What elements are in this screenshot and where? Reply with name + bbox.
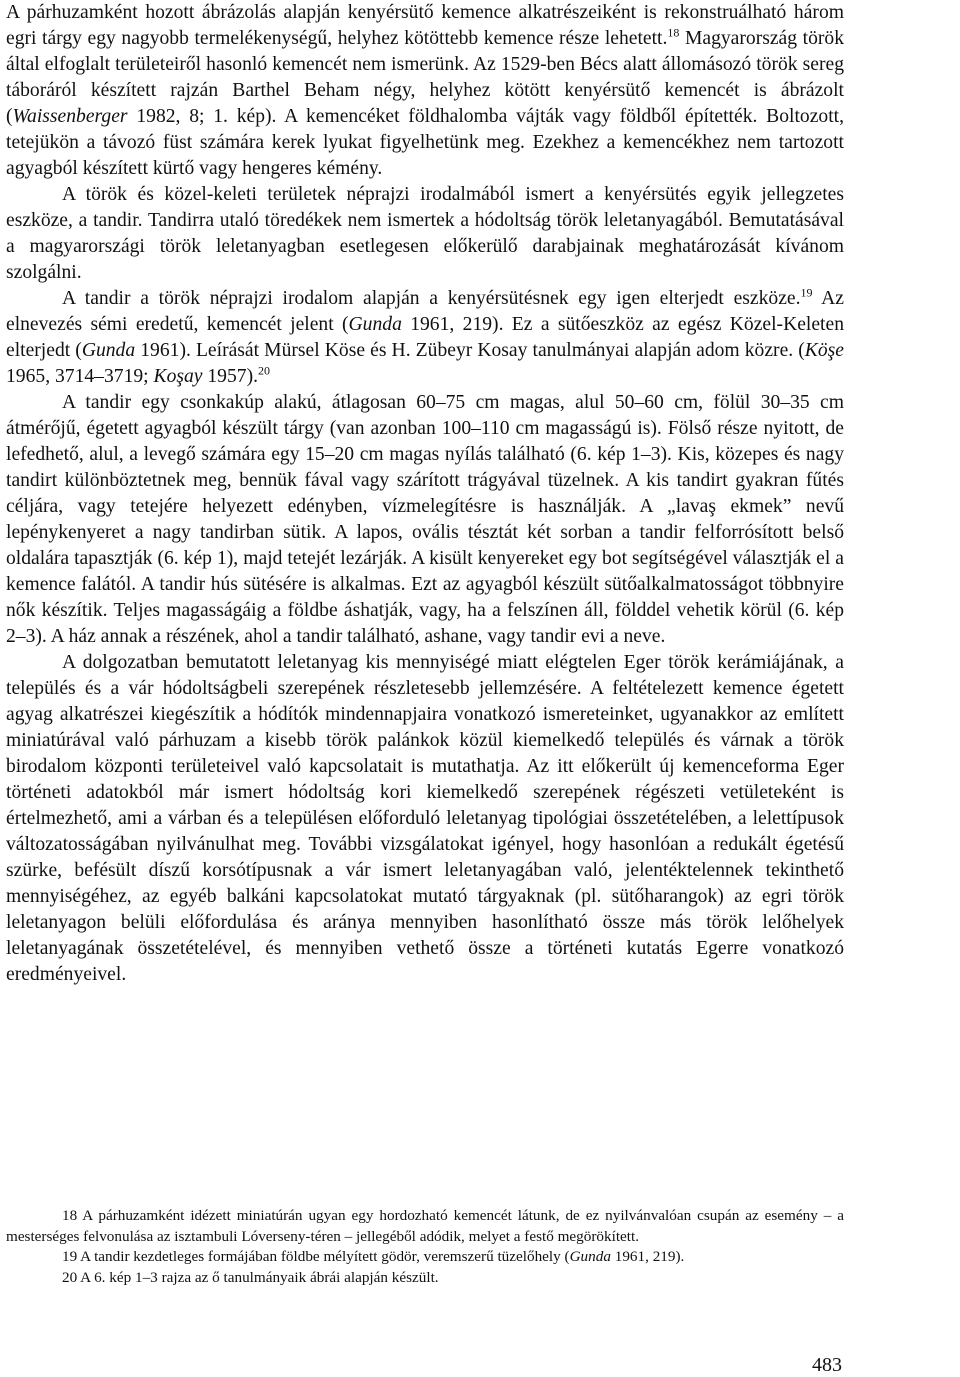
citation-author: Köşe	[804, 340, 844, 361]
citation-author: Waissenberger	[12, 106, 128, 127]
paragraph	[6, 0, 844, 182]
text-run: Az elnevezés sémi eredetű, kemencét jelent (	[6, 288, 844, 335]
citation-author: Gunda	[569, 1248, 611, 1266]
text-run: A párhuzamként hozott ábrázolás alapján kenyérsütő kemence alkatrészeiként is rekonstruálható három egri tárgy egy nagyobb termelékenységű, helyhez kötöttebb kemence része lehetett.	[6, 2, 844, 49]
text-run: A tandir egy csonkakúp alakú, átlagosan 60–75 cm magas, alul 50–60 cm, fölül 30–35 cm átmérőjű, égetett agyagból készült tárgy (van azonban 100–110 cm magasságú is). Fölső része nyitott, de lefedhető, alul, a levegő számára egy 15–20 cm magas nyílás található (6. kép 1–3). Kis, közepes és nagy tandirt különböztetnek meg, bennük fával vagy szárított trágyával tüzelnek. A kis tandirt gyakran fűtés céljára, vagy tetejére helyezett edényben, vízmelegítésre is használják. A „lavaş ekmek” nevű lepénykenyeret a nagy tandirban sütik. A lapos, ovális tésztát két sorban a tandir felforrósított belső oldalára tapasztják (6. kép 1), majd tetejét lezárják. A kisült kenyereket egy bot segítségével választják el a kemence falától. A tandir hús sütésére is alkalmas. Ezt az agyagból készült sütőalkalmatosságot többnyire nők készítik. Teljes magasságáig a földbe áshatják, vagy, ha a felszínen áll, földdel vehetik körül (6. kép 2–3). A ház annak a részének, ahol a tandir található, ashane, vagy tandir evi a neve.	[6, 392, 844, 647]
text-run: 1957).	[202, 366, 258, 387]
text-run: 1961, 219). Ez a sütőeszköz az egész Közel-Keleten elterjedt (	[6, 314, 844, 361]
text-run: Magyarország török által elfoglalt területeiről hasonló kemencét nem ismerünk. Az 1529-ben Bécs alatt állomásozó török sereg táboráról készített rajzán Barthel Beham négy, helyhez kötött kenyérsütő kemencét is ábrázolt (	[6, 28, 844, 127]
text-run: 1965, 3714–3719;	[6, 366, 154, 387]
paragraph	[6, 286, 844, 390]
text-run: 1961, 219).	[610, 1248, 685, 1266]
footnotes	[6, 1206, 844, 1288]
text-run: A tandir a török néprajzi irodalom alapján a kenyérsütésnek egy igen elterjedt eszköze.	[62, 288, 801, 309]
footnote	[6, 1206, 844, 1247]
footnote-ref: 19	[800, 285, 813, 300]
text-run: 19 A tandir kezdetleges formájában földbe mélyített gödör, veremszerű tüzelőhely (	[62, 1248, 570, 1266]
footnote	[6, 1268, 844, 1289]
citation-author: Koşay	[153, 366, 203, 387]
text-run: 1961). Leírását Mürsel Köse és H. Zübeyr Kosay tanulmányai alapján adom közre. (	[135, 340, 805, 361]
citation-author: Gunda	[81, 340, 136, 361]
text-run: 18 A párhuzamként idézett miniatúrán ugyan egy hordozható kemencét látunk, de ez nyilvánvalóan csupán az esemény – a mesterséges felvonulása az isztambuli Lóverseny-téren – jellegéből adódik, melyet a festő megörökített.	[6, 1207, 844, 1245]
body-text	[6, 0, 844, 988]
text-run: A török és közel-keleti területek néprajzi irodalmából ismert a kenyérsütés egyik jellegzetes eszköze, a tandir. Tandirra utaló töredékek nem ismertek a hódoltság török leletanyagából. Bemutatásával a magyarországi török leletanyagban esetlegesen előkerülő darabjainak meghatározását kívánom szolgálni.	[6, 184, 844, 283]
paragraph	[6, 182, 844, 286]
footnote-ref: 20	[258, 363, 270, 378]
footnote	[6, 1247, 844, 1268]
page-number: 483	[812, 1354, 842, 1376]
footnote-ref: 18	[667, 25, 680, 40]
paragraph	[6, 650, 844, 988]
text-run: A dolgozatban bemutatott leletanyag kis mennyiségé miatt elégtelen Eger török kerámiájának, a település és a vár hódoltságbeli szerepének részletesebb jellemzésére. A feltételezett kemence égetett agyag alkatrészei kiegészítik a hódítók mindennapjaira vonatkozó ismereteinket, ugyanakkor az említett miniatúrával való párhuzam a kisebb török palánkok közül kiemelkedő település és várnak a török birodalom központi területeivel való kapcsolatait is mutathatja. Az itt előkerült új kemenceforma Eger történeti adatokból már ismert hódoltság kori kiemelkedő szerepének régészeti vetületeként is értelmezhető, ami a várban és a településen előforduló leletanyag tipológiai összetételében, a lelettípusok változatosságában nyilvánulhat meg. További vizsgálatokat igényel, hogy hasonlóan a redukált égetésű szürke, befésült díszű korsótípusnak a vár ismert leletanyagában való, jelentéktelennek tekinthető mennyiségéhez, az egyéb balkáni kapcsolatokat mutató tárgyaknak (pl. sütőharangok) az egri török leletanyagon belüli előfordulása és aránya mennyiben hasonlítható össze más török lelőhelyek leletanyagának összetételével, és mennyiben vethető össze a történeti kutatás Egerre vonatkozó eredményeivel.	[6, 652, 844, 985]
paragraph	[6, 390, 844, 650]
text-run: 1982, 8; 1. kép). A kemencéket földhalomba vájták vagy földből építették. Boltozott, tetejükön a távozó füst számára kerek lyukat figyelhetünk meg. Ezekhez a kemencékhez nem tartozott agyagból készített kürtő vagy hengeres kémény.	[6, 106, 844, 179]
citation-author: Gunda	[348, 314, 402, 335]
text-run: 20 A 6. kép 1–3 rajza az ő tanulmányaik ábrái alapján készült.	[62, 1268, 439, 1286]
